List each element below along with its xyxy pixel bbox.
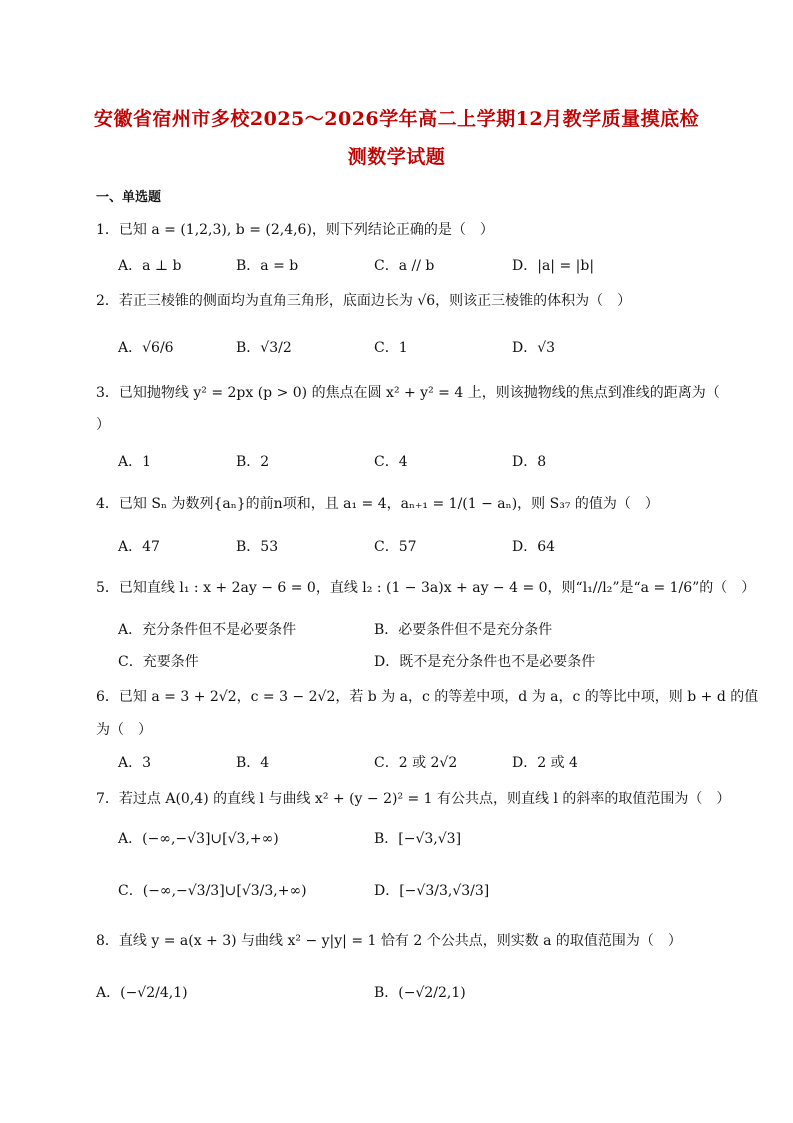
question-6-option-a: A．3	[118, 755, 152, 771]
question-3-option-c: C．4	[374, 454, 408, 470]
question-8-option-b: B．(−√2/2,1)	[374, 985, 466, 1001]
title-line-1: 安徽省宿州市多校2025～2026学年高二上学期12月教学质量摸底检	[93, 108, 700, 130]
question-3-option-b: B．2	[236, 454, 270, 470]
question-6-stem-line-1: 6．已知 a = 3 + 2√2，c = 3 − 2√2，若 b 为 a，c 的等差中项，d 为 a，c 的等比中项，则 b + d 的值	[96, 689, 759, 705]
question-5-stem: 5．已知直线 l₁ : x + 2ay − 6 = 0，直线 l₂ : (1 − 3a)x + ay − 4 = 0，则“l₁//l₂”是“a = 1/6”的（ ）	[96, 580, 756, 596]
question-5-option-d: D．既不是充分条件也不是必要条件	[374, 654, 596, 670]
question-5-option-b: B．必要条件但不是充分条件	[374, 622, 553, 638]
question-5-option-c: C．充要条件	[118, 654, 199, 670]
question-4-option-d: D．64	[512, 539, 556, 555]
question-4-option-a: A．47	[118, 539, 160, 555]
section-heading: 一、单选题	[96, 190, 162, 205]
question-6-stem-line-2: 为（ ）	[96, 722, 152, 738]
question-7-option-b: B．[−√3,√3]	[374, 831, 462, 847]
question-4-option-c: C．57	[374, 539, 417, 555]
question-6-option-c: C．2 或 2√2	[374, 755, 458, 771]
question-1-option-d: D．|a| = |b|	[512, 258, 595, 274]
question-4-option-b: B．53	[236, 539, 279, 555]
question-8-option-a: A．(−√2/4,1)	[96, 985, 188, 1001]
question-2-option-d: D．√3	[512, 340, 556, 356]
question-2-stem: 2．若正三棱锥的侧面均为直角三角形，底面边长为 √6，则该正三棱锥的体积为（ ）	[96, 293, 632, 309]
question-7-option-a: A．(−∞,−√3]∪[√3,+∞)	[118, 831, 279, 847]
question-1-option-c: C．a // b	[374, 258, 435, 274]
question-3-option-a: A．1	[118, 454, 152, 470]
question-2-option-a: A．√6/6	[118, 340, 174, 356]
question-3-option-d: D．8	[512, 454, 547, 470]
question-6-option-d: D．2 或 4	[512, 755, 578, 771]
title-line-2: 测数学试题	[347, 146, 446, 168]
question-2-option-b: B．√3/2	[236, 340, 292, 356]
question-3-stem-line-1: 3．已知抛物线 y² = 2px (p > 0) 的焦点在圆 x² + y² = 4 上，则该抛物线的焦点到准线的距离为（	[96, 385, 720, 401]
question-8-stem: 8．直线 y = a(x + 3) 与曲线 x² − y|y| = 1 恰有 2 个公共点，则实数 a 的取值范围为（ ）	[96, 933, 682, 949]
question-1-stem: 1．已知 a = (1,2,3), b = (2,4,6)，则下列结论正确的是（ ）	[96, 222, 494, 238]
question-6-option-b: B．4	[236, 755, 270, 771]
question-5-option-a: A．充分条件但不是必要条件	[118, 622, 297, 638]
question-7-stem: 7．若过点 A(0,4) 的直线 l 与曲线 x² + (y − 2)² = 1 有公共点，则直线 l 的斜率的取值范围为（ ）	[96, 791, 731, 807]
question-7-option-d: D．[−√3/3,√3/3]	[374, 883, 490, 899]
question-2-option-c: C．1	[374, 340, 408, 356]
question-4-stem: 4．已知 Sₙ 为数列{aₙ}的前n项和，且 a₁ = 4，aₙ₊₁ = 1/(1 − aₙ)，则 S₃₇ 的值为（ ）	[96, 496, 659, 512]
question-1-option-b: B．a = b	[236, 258, 299, 274]
question-7-option-c: C．(−∞,−√3/3]∪[√3/3,+∞)	[118, 883, 307, 899]
question-1-option-a: A．a ⊥ b	[118, 258, 182, 274]
question-3-stem-line-2: ）	[96, 417, 110, 433]
